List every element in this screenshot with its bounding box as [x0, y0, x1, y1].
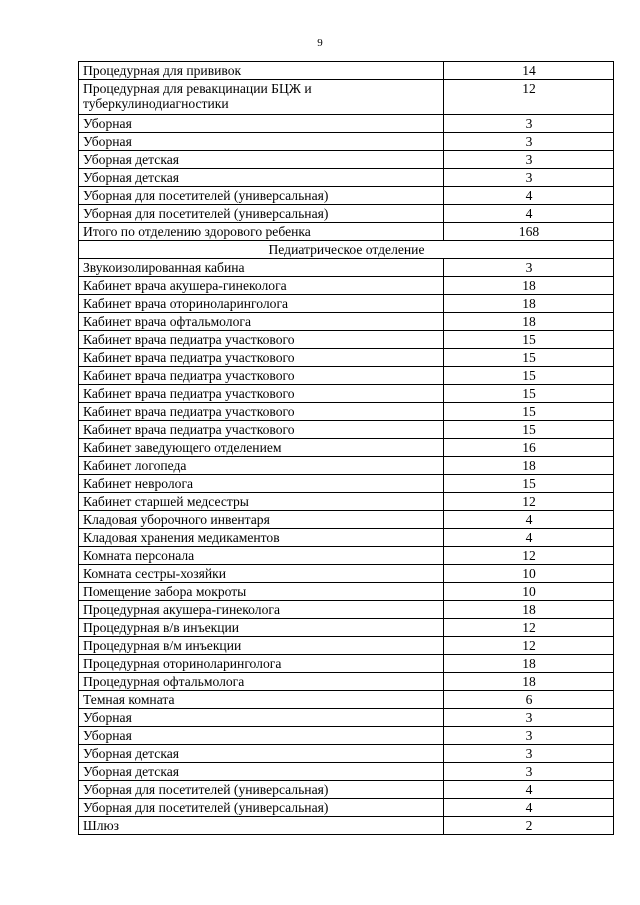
room-name-cell: Темная комната [79, 691, 444, 709]
table-row [79, 763, 614, 781]
room-area-cell: 4 [444, 529, 614, 547]
room-name-cell: Процедурная оториноларинголога [79, 655, 444, 673]
room-area-cell: 4 [444, 205, 614, 223]
room-area-cell: 18 [444, 673, 614, 691]
room-area-cell: 12 [444, 493, 614, 511]
room-name-cell: Уборная детская [79, 763, 444, 781]
room-area-cell: 4 [444, 511, 614, 529]
room-area-cell: 168 [444, 223, 614, 241]
room-area-cell: 4 [444, 781, 614, 799]
room-name-cell: Уборная [79, 727, 444, 745]
table-row [79, 151, 614, 169]
room-name-cell: Кабинет врача педиатра участкового [79, 367, 444, 385]
room-area-cell: 3 [444, 709, 614, 727]
room-name-cell: Кабинет заведующего отделением [79, 439, 444, 457]
table-row [79, 637, 614, 655]
table-row [79, 277, 614, 295]
room-area-cell: 18 [444, 277, 614, 295]
room-name-cell: Итого по отделению здорового ребенка [79, 223, 444, 241]
room-name-cell: Кабинет врача акушера-гинеколога [79, 277, 444, 295]
room-area-cell: 4 [444, 799, 614, 817]
room-name-cell: Кабинет врача педиатра участкового [79, 331, 444, 349]
table-row [79, 313, 614, 331]
table-row [79, 583, 614, 601]
room-area-cell: 10 [444, 565, 614, 583]
table-row [79, 187, 614, 205]
table-row [79, 655, 614, 673]
table-row [79, 349, 614, 367]
room-area-cell: 15 [444, 349, 614, 367]
table-row [79, 385, 614, 403]
table-row [79, 133, 614, 151]
room-area-cell: 18 [444, 457, 614, 475]
table-row [79, 295, 614, 313]
room-area-cell: 12 [444, 80, 614, 115]
room-area-cell: 12 [444, 547, 614, 565]
table-row [79, 457, 614, 475]
room-name-cell: Процедурная акушера-гинеколога [79, 601, 444, 619]
room-area-cell: 12 [444, 619, 614, 637]
room-name-cell: Кабинет врача оториноларинголога [79, 295, 444, 313]
table-row [79, 439, 614, 457]
room-name-cell: Кладовая уборочного инвентаря [79, 511, 444, 529]
room-name-cell: Звукоизолированная кабина [79, 259, 444, 277]
room-name-cell: Процедурная для прививок [79, 62, 444, 80]
table-row [79, 673, 614, 691]
section-title: Педиатрическое отделение [79, 241, 614, 259]
room-name-cell: Комната персонала [79, 547, 444, 565]
room-area-cell: 3 [444, 151, 614, 169]
room-name-cell: Кабинет старшей медсестры [79, 493, 444, 511]
table-row [79, 601, 614, 619]
room-area-cell: 4 [444, 187, 614, 205]
room-area-cell: 6 [444, 691, 614, 709]
room-name-cell: Уборная для посетителей (универсальная) [79, 187, 444, 205]
room-name-cell: Уборная для посетителей (универсальная) [79, 205, 444, 223]
room-area-cell: 12 [444, 637, 614, 655]
table-row [79, 511, 614, 529]
room-area-cell: 15 [444, 367, 614, 385]
table-row [79, 62, 614, 80]
table-row [79, 529, 614, 547]
room-area-cell: 18 [444, 655, 614, 673]
room-name-cell: Помещение забора мокроты [79, 583, 444, 601]
room-name-cell: Кабинет невролога [79, 475, 444, 493]
room-area-cell: 15 [444, 421, 614, 439]
room-name-cell: Комната сестры-хозяйки [79, 565, 444, 583]
room-area-cell: 2 [444, 817, 614, 835]
table-row [79, 493, 614, 511]
room-name-cell: Кабинет врача педиатра участкового [79, 403, 444, 421]
room-name-cell: Процедурная в/м инъекции [79, 637, 444, 655]
room-name-cell: Уборная детская [79, 169, 444, 187]
room-name-cell: Кабинет врача педиатра участкового [79, 421, 444, 439]
page-number: 9 [317, 37, 323, 49]
rooms-table [78, 61, 614, 835]
table-row [79, 169, 614, 187]
room-area-cell: 16 [444, 439, 614, 457]
room-area-cell: 18 [444, 313, 614, 331]
room-name-cell: Процедурная в/в инъекции [79, 619, 444, 637]
room-name-cell: Кабинет врача педиатра участкового [79, 385, 444, 403]
room-area-cell: 18 [444, 601, 614, 619]
table-row [79, 781, 614, 799]
table-section-header [79, 241, 614, 259]
room-name-cell: Процедурная офтальмолога [79, 673, 444, 691]
section-header-row [79, 241, 614, 259]
room-area-cell: 18 [444, 295, 614, 313]
room-area-cell: 3 [444, 133, 614, 151]
room-area-cell: 3 [444, 115, 614, 133]
room-area-cell: 3 [444, 727, 614, 745]
table-row [79, 565, 614, 583]
room-name-cell: Уборная детская [79, 745, 444, 763]
table-row [79, 691, 614, 709]
room-name-cell: Уборная [79, 709, 444, 727]
room-name-cell: Кабинет логопеда [79, 457, 444, 475]
room-name-cell: Уборная для посетителей (универсальная) [79, 799, 444, 817]
room-area-cell: 3 [444, 763, 614, 781]
room-area-cell: 3 [444, 259, 614, 277]
table-section-top [79, 62, 614, 241]
table-row [79, 115, 614, 133]
room-area-cell: 15 [444, 385, 614, 403]
table-row [79, 223, 614, 241]
table-section-bottom [79, 259, 614, 835]
room-area-cell: 15 [444, 475, 614, 493]
room-name-cell: Кладовая хранения медикаментов [79, 529, 444, 547]
table-row [79, 799, 614, 817]
room-area-cell: 15 [444, 331, 614, 349]
table-row [79, 205, 614, 223]
room-name-cell: Кабинет врача педиатра участкового [79, 349, 444, 367]
table-row [79, 727, 614, 745]
table-row [79, 367, 614, 385]
table-row [79, 475, 614, 493]
table-row [79, 709, 614, 727]
table-row [79, 817, 614, 835]
room-name-cell: Уборная [79, 133, 444, 151]
room-name-cell: Уборная [79, 115, 444, 133]
room-area-cell: 10 [444, 583, 614, 601]
room-area-cell: 3 [444, 169, 614, 187]
table-row [79, 80, 614, 115]
table-row [79, 331, 614, 349]
room-area-cell: 14 [444, 62, 614, 80]
room-name-cell: Кабинет врача офтальмолога [79, 313, 444, 331]
room-name-cell: Уборная для посетителей (универсальная) [79, 781, 444, 799]
table-row [79, 259, 614, 277]
table-row [79, 421, 614, 439]
room-name-cell: Уборная детская [79, 151, 444, 169]
room-name-cell: Процедурная для ревакцинации БЦЖ и туберкулинодиагностики [79, 80, 444, 115]
room-area-cell: 15 [444, 403, 614, 421]
table-row [79, 745, 614, 763]
room-name-cell: Шлюз [79, 817, 444, 835]
table-row [79, 547, 614, 565]
room-area-cell: 3 [444, 745, 614, 763]
table-row [79, 619, 614, 637]
table-row [79, 403, 614, 421]
